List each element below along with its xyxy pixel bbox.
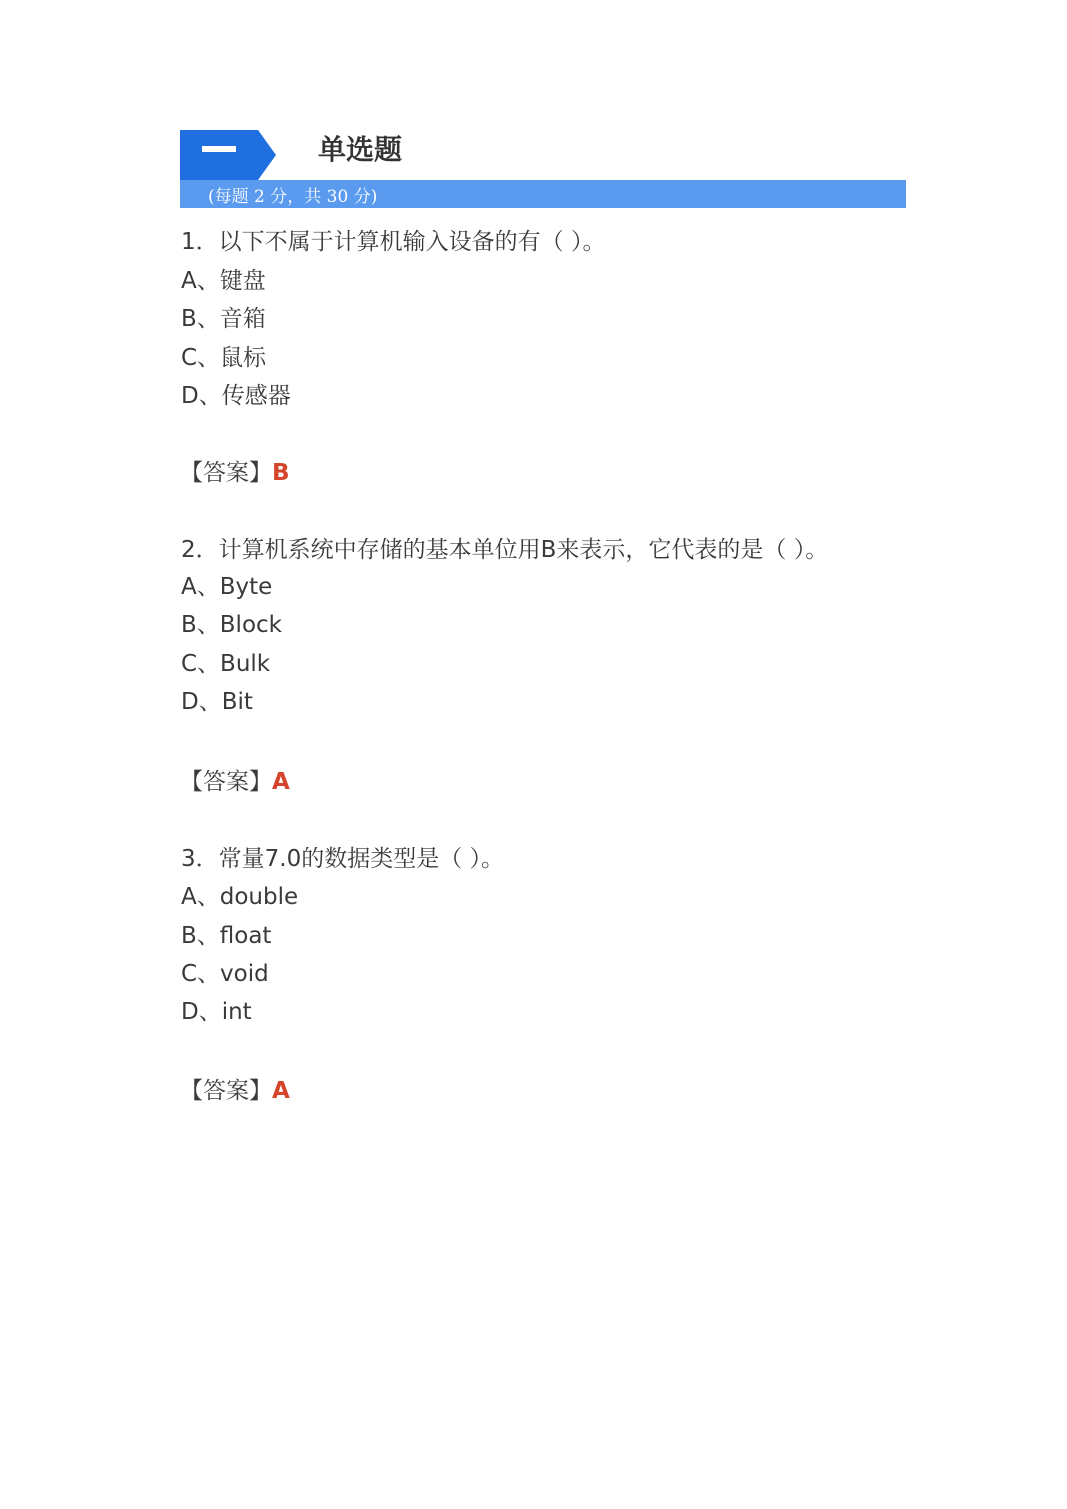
question-3-option-b: B、float xyxy=(181,923,272,949)
question-3-option-d: D、int xyxy=(181,999,252,1025)
section-header xyxy=(180,130,906,208)
question-1-option-d: D、传感器 xyxy=(181,383,291,409)
section-subtitle: (每题 2 分，共 30 分) xyxy=(208,187,378,207)
answer-letter: B xyxy=(272,460,290,486)
answer-label: 【答案】 xyxy=(180,1078,272,1104)
question-3-option-a: A、double xyxy=(181,884,299,910)
question-2-option-d: D、Bit xyxy=(181,689,253,715)
question-1-stem: 1．以下不属于计算机输入设备的有（ ）。 xyxy=(181,229,606,255)
question-2-option-c: C、Bulk xyxy=(181,651,271,677)
answer-label: 【答案】 xyxy=(180,460,272,486)
question-1-answer xyxy=(180,458,290,488)
question-2-option-a: A、Byte xyxy=(181,574,273,600)
question-3-answer xyxy=(180,1076,290,1106)
section-number-badge xyxy=(180,130,276,180)
question-3-option-c: C、void xyxy=(181,961,269,987)
question-3-stem: 3．常量7.0的数据类型是（ ）。 xyxy=(181,846,505,872)
answer-letter: A xyxy=(272,769,290,795)
section-title: 单选题 xyxy=(318,133,403,166)
question-2-option-b: B、Block xyxy=(181,612,282,638)
question-1-option-a: A、键盘 xyxy=(181,268,266,294)
question-1-option-c: C、鼠标 xyxy=(181,345,267,371)
question-2-answer xyxy=(180,767,290,797)
answer-letter: A xyxy=(272,1078,290,1104)
question-1-option-b: B、音箱 xyxy=(181,306,266,332)
question-2-stem: 2．计算机系统中存储的基本单位用B来表示，它代表的是（ ）。 xyxy=(181,537,829,563)
section-number-one xyxy=(202,146,236,152)
answer-label: 【答案】 xyxy=(180,769,272,795)
